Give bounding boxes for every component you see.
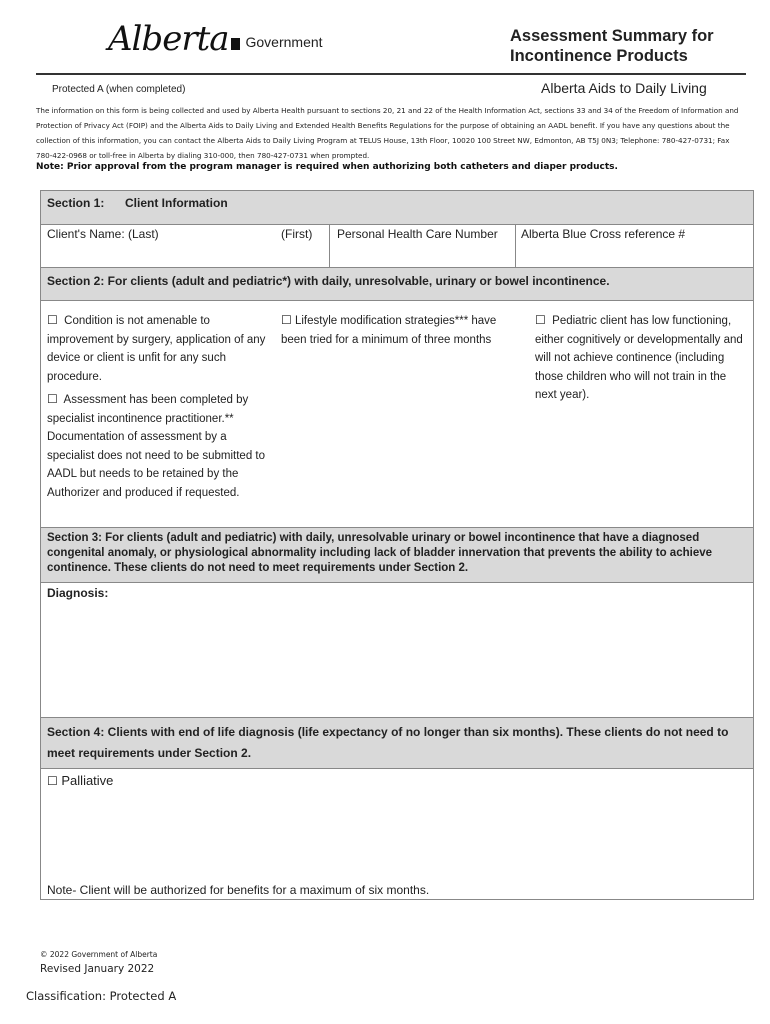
checkbox-icon[interactable]: ☐ [535,313,546,327]
logo-script: Alberta [108,19,229,59]
checkbox-icon[interactable]: ☐ [47,774,58,788]
copyright: © 2022 Government of Alberta [40,950,158,959]
option-label: Condition is not amenable to improvement by surgery, application of any device or client is unfit for any such procedure. [47,315,266,383]
option-label: Lifestyle modification strategies*** have been tried for a minimum of three months [281,315,497,346]
section4-title: Section 4: Clients with end of life diagnosis (life expectancy of no longer than six months). These clients do not need to meet requirements under Section 2. [47,725,729,760]
section2-option-not-amenable[interactable] [47,311,273,386]
classification: Classification: Protected A [26,989,177,1003]
health-care-number-field[interactable]: Personal Health Care Number [337,227,498,241]
section2-header [41,267,753,301]
section1-number: Section 1: [47,196,105,210]
section3-title: Section 3: For clients (adult and pediatric) with daily, unresolvable urinary or bowel incontinence that have a diagnosed congenital anomaly, or physiological abnormality including lack of bladder innervation that prevents the ability to achieve continence. These clients do not need to meet requirements under Section 2. [47,532,713,574]
palliative-label: Palliative [61,773,114,788]
checkbox-icon[interactable]: ☐ [47,392,58,406]
blue-cross-ref-field[interactable]: Alberta Blue Cross reference # [521,227,686,241]
logo-government: Government [245,34,323,50]
form-title-line2: Incontinence Products [510,47,688,65]
section1-header [41,191,753,225]
alberta-logo [108,19,323,59]
logo-mark-icon [231,38,240,50]
program-name: Alberta Aids to Daily Living [541,80,707,96]
divider [329,225,330,269]
section1-title: Client Information [125,196,228,210]
section2-title: Section 2: For clients (adult and pediatric*) with daily, unresolvable, urinary or bowel incontinence. [47,274,610,288]
approval-note: Note: Prior approval from the program manager is required when authorizing both catheters and diaper products. [36,162,618,172]
section4-header [41,717,753,769]
client-first-name-field[interactable]: (First) [281,227,313,241]
revised-date: Revised January 2022 [40,963,155,975]
divider [515,225,516,269]
section2-option-pediatric[interactable] [535,311,745,405]
protected-notice: Protected A (when completed) [52,84,186,95]
section2-col3 [535,311,745,405]
section2-col1 [47,311,273,502]
checkbox-icon[interactable]: ☐ [281,313,292,327]
header-divider [36,73,746,75]
option-label: Pediatric client has low functioning, either cognitively or developmentally and will not achieve continence (including those children who will not train in the next year). [535,315,743,401]
section4-note: Note- Client will be authorized for benefits for a maximum of six months. [47,883,430,897]
section2-option-specialist[interactable] [47,390,273,502]
option-label: Assessment has been completed by specialist incontinence practitioner.** Documentation of assessment by a specialist does not need to be submitted to AADL but needs to be retained by the Authorizer and produced if requested. [47,394,266,499]
checkbox-icon[interactable]: ☐ [47,313,58,327]
palliative-option[interactable] [47,773,113,788]
assessment-form [40,190,754,900]
form-title [510,26,714,66]
diagnosis-label: Diagnosis: [47,586,109,600]
section2-option-lifestyle[interactable] [281,311,521,349]
client-last-name-field[interactable]: Client's Name: (Last) [47,227,159,241]
foip-notice: The information on this form is being collected and used by Alberta Health pursuant to sections 20, 21 and 22 of the Health Information Act, sections 33 and 34 of the Freedom of Information and Protection of Privacy Act (FOIP) and the Alberta Aids to Daily Living and Extended Health Benefits Regulations for the purpose of obtaining an AADL benefit. If you have any questions about the collection of this information, you can contact the Alberta Aids to Daily Living Program at TELUS House, 13th Floor, 10020 100 Street NW, Edmonton, AB T5J 0N3; Telephone: 780-427-0731; Fax 780-422-0968 or toll-free in Alberta by dialing 310-000, then 780-427-0731 when prompted. [36,106,739,160]
section2-col2 [281,311,521,349]
section3-header [41,527,753,583]
diagnosis-field[interactable] [41,601,753,717]
form-title-line1: Assessment Summary for [510,27,714,45]
